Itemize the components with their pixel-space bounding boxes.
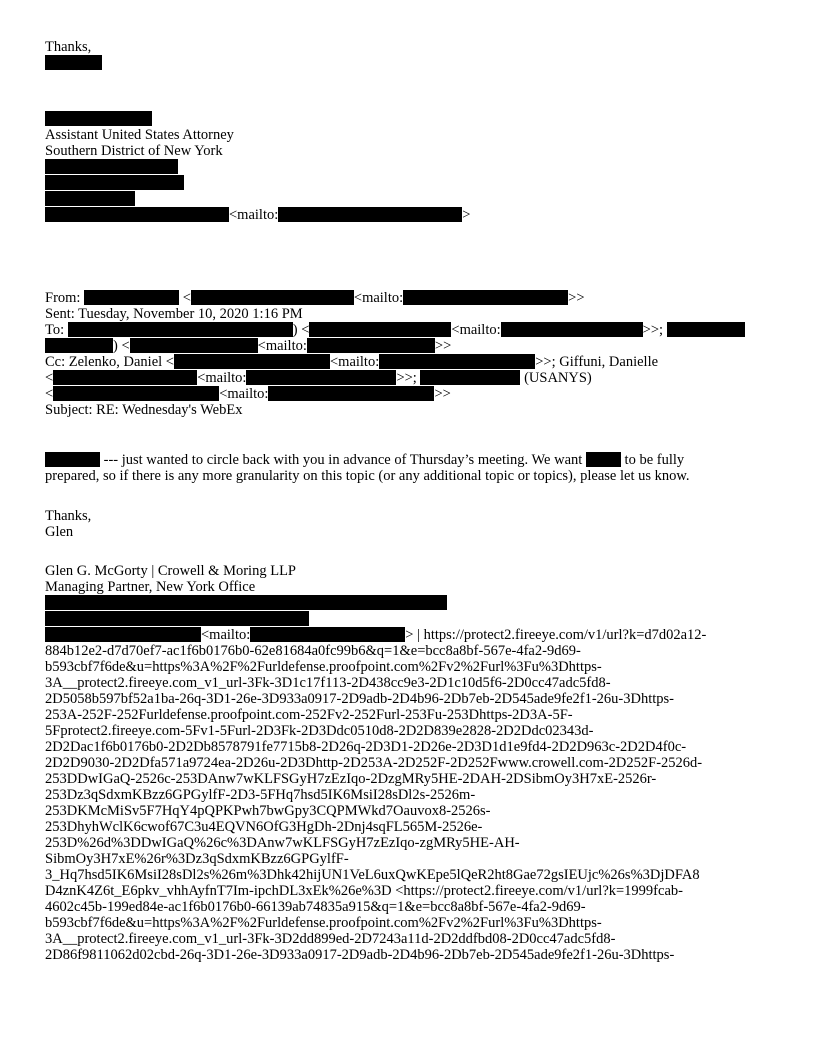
to-line-cont: ) < <mailto: >> (45, 338, 785, 354)
mailto-text: <mailto: (229, 207, 279, 223)
from-line: From: < <mailto: >> (45, 290, 585, 306)
closing-name: Glen (45, 524, 74, 540)
redaction-cc-mailto-2 (246, 370, 396, 385)
url-line[interactable]: 5Fprotect2.fireeye.com-5Fv1-5Furl-2D3Fk-2D3Ddc0510d8-2D2D839e2828-2D2Ddc02343d- (45, 723, 594, 739)
redaction-salutation (45, 452, 100, 467)
url-line[interactable]: 2D5058b597bf52a1ba-26q-3D1-26e-3D933a0917-2D9adb-2D4b96-2Db7eb-2D545ade9fe2f1-26u-3Dhttps- (45, 691, 674, 707)
url-line[interactable]: 2D86f9811062d02cbd-26q-3D1-26e-3D933a0917-2D9adb-2D4b96-2Db7eb-2D545ade9fe2f1-26u-3Dhttps- (45, 947, 675, 963)
url-line[interactable]: 253D%26d%3DDwIGaQ%26c%3DAnw7wKLFSGyH7zEzIqo-zgMRy5HE-AH- (45, 835, 520, 851)
url-line[interactable]: 3_Hq7hsd5IK6MsiI28sDl2s%26m%3Dhk42hijUN1VeL6uxQwKEpe5lQeR2ht8Gae72gsIEUjc%26s%3DjDFA8 (45, 867, 700, 883)
signature-title: Managing Partner, New York Office (45, 579, 256, 595)
redaction-mailto (278, 207, 462, 222)
redaction-from-email (191, 290, 354, 305)
cc-line-cont: < <mailto: >>; (USANYS) (45, 370, 592, 386)
redaction-to-name-1 (68, 322, 293, 337)
email-header (45, 290, 785, 418)
redaction-email (45, 207, 229, 222)
closing (45, 508, 785, 540)
redaction-to-name-2a (667, 322, 745, 337)
redaction-to-mailto-2 (307, 338, 435, 353)
url-line[interactable]: 253DDwIGaQ-2526c-253DAnw7wKLFSGyH7zEzIqo-2DzgMRy5HE-2DAH-2DSibmOy3H7xE-2526r- (45, 771, 657, 787)
redaction-to-email-2 (130, 338, 258, 353)
redaction-sig-email (45, 627, 201, 642)
subject-line: Subject: RE: Wednesday's WebEx (45, 402, 243, 418)
redaction-to-name-2b (45, 338, 113, 353)
url-line[interactable]: 2D2D9030-2D2Dfa571a9724ea-2D26u-2D3Dhttp-2D253A-2D252F-2D252Fwww.crowell.com-2D252F-2526d- (45, 755, 703, 771)
redaction-phone (45, 191, 135, 206)
mailto-close: > (462, 207, 471, 223)
redaction-sig-phone (45, 611, 309, 626)
url-line[interactable]: 253DKMcMiSv5F7HqY4pQPKPwh7bwGpy3CQPMWkd7Oauvox8-2526s- (45, 803, 491, 819)
email-body (45, 452, 785, 484)
redaction-cc-mailto-3 (268, 386, 434, 401)
redaction-cc-mailto-1 (379, 354, 535, 369)
redaction-from-mailto (403, 290, 568, 305)
redaction-address-1 (45, 159, 178, 174)
url-line[interactable]: 884b12e2-d7d70ef7-ac1f6b0176b0-62e81684a0fc99b6&q=1&e=bcc8a8bf-567e-4fa2-9d69- (45, 643, 581, 659)
redaction-cc-email-1 (174, 354, 330, 369)
url-line[interactable]: 2D2Dac1f6b0176b0-2D2Db8578791fe7715b8-2D26q-2D3D1-2D26e-2D3D1d1e9fd4-2D2D963c-2D2D4f0c- (45, 739, 687, 755)
url-line[interactable]: 3A__protect2.fireeye.com_v1_url-3Fk-3D2dd899ed-2D7243a11d-2D2ddfbd08-2D0cc47adc5fd8- (45, 931, 616, 947)
ausa-title: Assistant United States Attorney (45, 127, 234, 143)
body-text-3: prepared, so if there is any more granularity on this topic (or any additional topic or topics), please let us know. (45, 468, 690, 484)
closing-thanks: Thanks, (45, 508, 92, 524)
sent-line: Sent: Tuesday, November 10, 2020 1:16 PM (45, 306, 303, 322)
redaction-to-mailto-1 (501, 322, 643, 337)
url-line[interactable]: SibmOy3H7xE%26r%3Dz3qSdxmKBzz6GPGylfF- (45, 851, 349, 867)
url-line[interactable]: 3A__protect2.fireeye.com_v1_url-3Fk-3D1c17f113-2D438cc9e3-2D1c10d5f6-2D0cc47adc5fd8- (45, 675, 611, 691)
url-line[interactable]: 4602c45b-199ed84e-ac1f6b0176b0-66139ab74835a915&q=1&e=bcc8a8bf-567e-4fa2-9d69- (45, 899, 586, 915)
url-line[interactable]: 253A-252F-252Furldefense.proofpoint.com-252Fv2-252Furl-253Fu-253Dhttps-2D3A-5F- (45, 707, 573, 723)
redaction-name (45, 55, 102, 70)
signature-name-firm: Glen G. McGorty | Crowell & Moring LLP (45, 563, 296, 579)
url-line[interactable]: b593cbf7f6de&u=https%3A%2F%2Furldefense.proofpoint.com%2Fv2%2Furl%3Fu%3Dhttps- (45, 659, 602, 675)
second-signature (45, 563, 785, 963)
redaction-cc-email-3 (53, 386, 219, 401)
sig-mailto-text: <mailto: (201, 627, 251, 643)
cc-line-cont-2: < <mailto: >> (45, 386, 451, 402)
redaction-cc-email-2 (53, 370, 197, 385)
to-line: To: ) < <mailto: >>; (45, 322, 785, 338)
redaction-address-2 (45, 175, 184, 190)
body-text-1: --- just wanted to circle back with you in advance of Thursday’s meeting. We want (103, 452, 583, 468)
first-signature (45, 39, 785, 71)
redaction-to-email-1 (309, 322, 451, 337)
cc-line: Cc: Zelenko, Daniel < <mailto: >>; Giffuni, Danielle (45, 354, 659, 370)
url-line[interactable]: b593cbf7f6de&u=https%3A%2F%2Furldefense.proofpoint.com%2Fv2%2Furl%3Fu%3Dhttps- (45, 915, 602, 931)
redaction-sig-address (45, 595, 447, 610)
redaction-sig-mailto (250, 627, 405, 642)
body-text-2: to be fully (624, 452, 685, 468)
thanks-line: Thanks, (45, 39, 92, 55)
redaction-from-name (84, 290, 179, 305)
redaction-ausa-name (45, 111, 152, 126)
redaction-client (586, 452, 621, 467)
url-line[interactable]: D4znK4Z6t_E6pkv_vhhAyfnT7Im-ipchDL3xEk%26e%3D <https://protect2.fireeye.com/v1/url?k=1999fcab- (45, 883, 683, 899)
sig-url-head: > | https://protect2.fireeye.com/v1/url?k=d7d02a12- (405, 627, 707, 643)
ausa-office: Southern District of New York (45, 143, 223, 159)
redaction-cc-name-3 (420, 370, 520, 385)
ausa-signature (45, 111, 785, 223)
url-line[interactable]: 253Dz3qSdxmKBzz6GPGylfF-2D3-5FHq7hsd5IK6MsiI28sDl2s-2526m- (45, 787, 476, 803)
url-block (45, 643, 785, 963)
url-line[interactable]: 253DhyhWclK6cwof67C3u4EQVN6OfG3HgDh-2Dnj4sqFL565M-2526e- (45, 819, 483, 835)
